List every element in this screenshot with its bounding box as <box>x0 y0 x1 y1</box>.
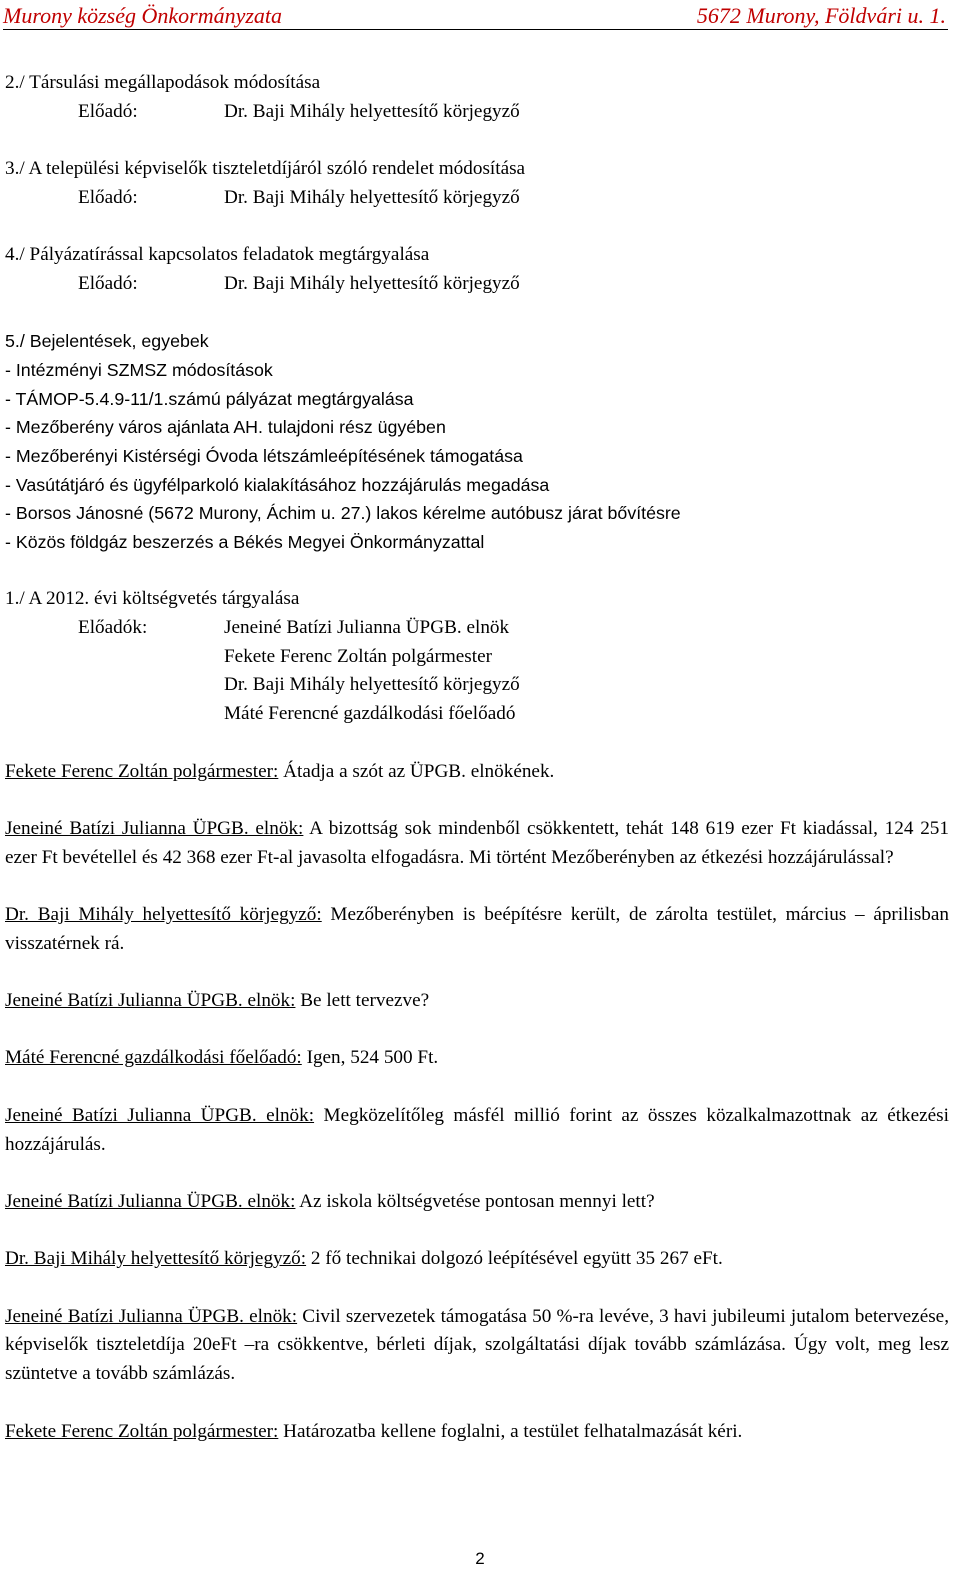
agenda-item-1-title: 1./ A 2012. évi költségvetés tárgyalása <box>5 588 300 610</box>
presenter-name: Dr. Baji Mihály helyettesítő körjegyző <box>224 674 520 696</box>
speaker-name: Jeneiné Batízi Julianna ÜPGB. elnök: <box>5 1104 315 1126</box>
speaker-name: Fekete Ferenc Zoltán polgármester: <box>5 760 279 782</box>
agenda-subitem: - Borsos Jánosné (5672 Murony, Áchim u. 27.) lakos kérelme autóbusz járat bővítésre <box>5 503 681 524</box>
speaker-name: Jeneiné Batízi Julianna ÜPGB. elnök: <box>5 1190 296 1212</box>
presenter-name: Dr. Baji Mihály helyettesítő körjegyző <box>224 186 520 208</box>
presenter-name: Dr. Baji Mihály helyettesítő körjegyző <box>224 272 520 294</box>
presenter-name: Jeneiné Batízi Julianna ÜPGB. elnök <box>224 617 510 639</box>
agenda-subitem: - Intézményi SZMSZ módosítások <box>5 359 273 380</box>
agenda-subitem: - TÁMOP-5.4.9-11/1.számú pályázat megtárgyalása <box>5 388 414 409</box>
agenda-subitem: - Közös földgáz beszerzés a Békés Megyei Önkormányzattal <box>5 532 485 552</box>
speaker-name: Dr. Baji Mihály helyettesítő körjegyző: <box>5 1248 307 1270</box>
minutes-entry <box>5 987 949 1016</box>
agenda-subitem: - Vasútátjáró és ügyfélparkoló kialakításához hozzájárulás megadása <box>5 474 550 495</box>
presenter-label: Előadó: <box>78 272 138 294</box>
minutes-entry <box>5 1303 949 1389</box>
minutes-entry <box>5 758 949 787</box>
document-body <box>5 69 949 1446</box>
presenter-label: Előadó: <box>78 186 138 208</box>
speech-text: Átadja a szót az ÜPGB. elnökének. <box>278 760 555 782</box>
agenda-item-2-title: 2./ Társulási megállapodások módosítása <box>5 72 321 93</box>
speech-text: Határozatba kellene foglalni, a testület felhatalmazását kéri. <box>278 1420 743 1442</box>
agenda-item-4-presenter-row <box>5 270 949 299</box>
minutes-entry <box>5 1044 949 1073</box>
minutes-entry <box>5 815 949 872</box>
agenda-subitem: - Mezőberény város ajánlata AH. tulajdoni rész ügyében <box>5 417 446 438</box>
speaker-name: Jeneiné Batízi Julianna ÜPGB. elnök: <box>5 1305 298 1327</box>
minutes-entry <box>5 1245 949 1274</box>
speech-text: A bizottság sok mindenből csökkentett, tehát 148 619 ezer Ft kiadással, 124 251 ezer Ft bevétellel és 42 368 ezer Ft-al javasolta elfogadásra. Mi történt Mezőberényben az étkezési hozzájárulással? <box>5 817 949 868</box>
agenda-item-1-presenter-row <box>5 614 949 643</box>
agenda-item-2-presenter-row <box>5 98 949 127</box>
speech-text: Be lett tervezve? <box>295 990 430 1012</box>
presenter-label: Előadó: <box>78 100 138 122</box>
speaker-name: Jeneiné Batízi Julianna ÜPGB. elnök: <box>5 990 296 1012</box>
speech-text: Igen, 524 500 Ft. <box>301 1047 439 1069</box>
speech-text: Civil szervezetek támogatása 50 %-ra levéve, 3 havi jubileumi jutalom betervezése, képviselők tiszteletdíja 20eFt –ra csökkentve, bérleti díjak, szolgáltatási díjak tovább számlázása. Úgy volt, meg lesz szüntetve a tovább számlázás. <box>5 1305 949 1385</box>
presenters-label: Előadók: <box>78 617 148 639</box>
agenda-item-5-title: 5./ Bejelentések, egyebek <box>5 331 209 352</box>
speech-text: 2 fő technikai dolgozó leépítésével együtt 35 267 eFt. <box>306 1248 723 1270</box>
agenda-item-1-presenter-row <box>5 643 949 672</box>
agenda-item-1-presenter-row <box>5 700 949 729</box>
speaker-name: Dr. Baji Mihály helyettesítő körjegyző: <box>5 903 322 925</box>
header-municipality: Murony község Önkormányzata <box>3 3 283 28</box>
speaker-name: Fekete Ferenc Zoltán polgármester: <box>5 1420 279 1442</box>
minutes-entry <box>5 1102 949 1159</box>
agenda-item-4-title: 4./ Pályázatírással kapcsolatos feladatok megtárgyalása <box>5 244 430 266</box>
speaker-name: Máté Ferencné gazdálkodási főelőadó: <box>5 1047 302 1069</box>
page-header <box>3 3 948 30</box>
speech-text: Mezőberényben is beépítésre került, de zárolta testület, március – áprilisban visszatérnek rá. <box>5 903 949 954</box>
page-number: 2 <box>475 1549 485 1568</box>
minutes-entry <box>5 901 949 958</box>
presenter-name: Máté Ferencné gazdálkodási főelőadó <box>224 703 516 725</box>
presenter-name: Fekete Ferenc Zoltán polgármester <box>224 645 492 667</box>
header-address: 5672 Murony, Földvári u. 1. <box>696 3 946 28</box>
agenda-item-3-title: 3./ A települési képviselők tiszteletdíjáról szóló rendelet módosítása <box>5 158 526 180</box>
agenda-item-3-presenter-row <box>5 184 949 213</box>
speech-text: Az iskola költségvetése pontosan mennyi lett? <box>295 1190 655 1212</box>
agenda-item-1-presenter-row <box>5 671 949 700</box>
minutes-entry <box>5 1188 949 1217</box>
minutes-entry <box>5 1418 949 1447</box>
speech-text: Megközelítőleg másfél millió forint az összes közalkalmazottnak az étkezési hozzájárulás. <box>5 1104 949 1155</box>
agenda-subitem: - Mezőberényi Kistérségi Óvoda létszámleépítésének támogatása <box>5 445 523 466</box>
speaker-name: Jeneiné Batízi Julianna ÜPGB. elnök: <box>5 817 304 839</box>
presenter-name: Dr. Baji Mihály helyettesítő körjegyző <box>224 100 520 122</box>
